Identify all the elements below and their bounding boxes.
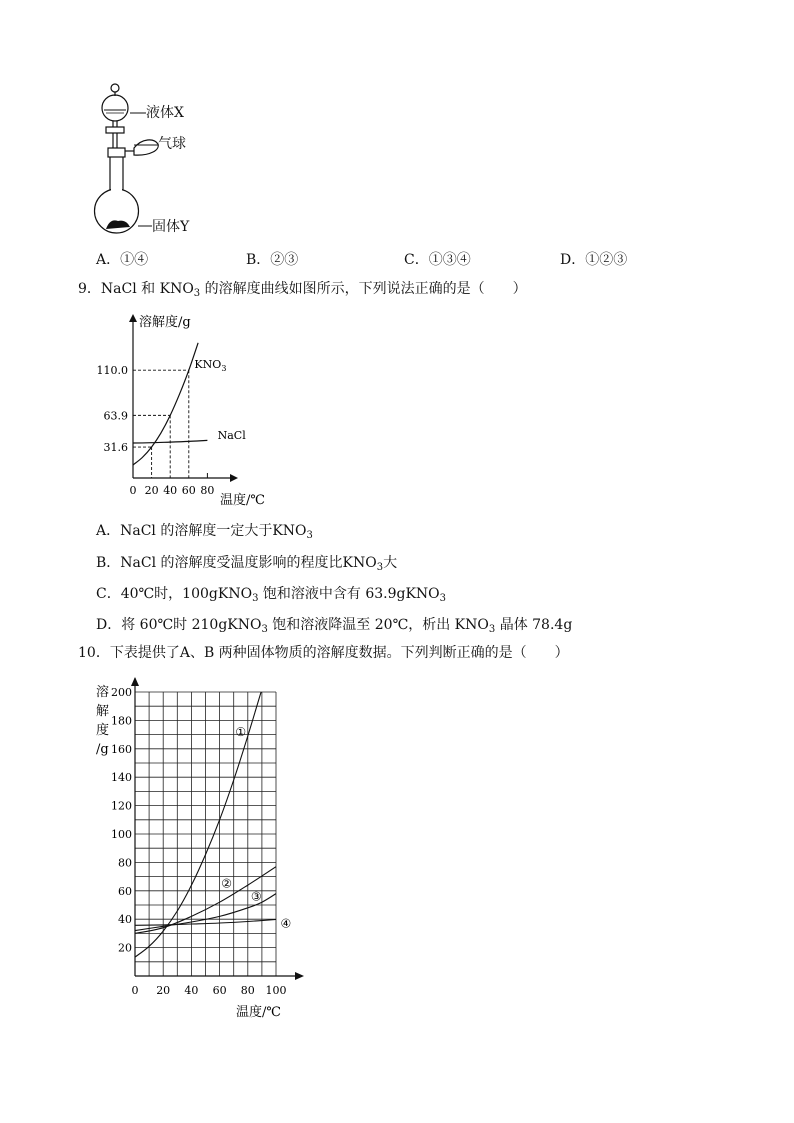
- x-tick-label: 20: [144, 484, 159, 497]
- y-tick-label: 200: [111, 686, 132, 699]
- series-label-kno3-sub: 3: [221, 364, 227, 374]
- q10-stem: 10．下表提供了A、B 两种固体物质的溶解度数据。下列判断正确的是（ ）: [78, 645, 569, 661]
- series-label-1: ①: [235, 724, 247, 739]
- q9-option-b[interactable]: B．NaCl 的溶解度受温度影响的程度比$KNO_3$大: [96, 555, 398, 573]
- stopcock: [106, 127, 124, 133]
- series-label-2: ②: [221, 876, 233, 891]
- q8-option-d[interactable]: D．①②③: [560, 252, 628, 268]
- series-label-4: ④: [280, 916, 292, 931]
- y-tick-label: 180: [111, 714, 132, 728]
- funnel-bulb: [102, 95, 128, 121]
- y-axis-label: 溶解度/g: [139, 315, 191, 330]
- y-axis-label: 解: [96, 704, 110, 719]
- y-axis-label: 溶: [96, 685, 110, 700]
- solid-y: [106, 220, 130, 229]
- q8-option-b[interactable]: B．②③: [246, 252, 299, 268]
- pointer-lines: [130, 110, 160, 230]
- x-axis-arrow: [295, 972, 304, 980]
- x-tick-label: 60: [212, 984, 227, 997]
- q9-stem: 9．NaCl 和 $KNO_3$ 的溶解度曲线如图所示，下列说法正确的是（ ）: [78, 281, 527, 299]
- x-axis-label: 温度/℃: [236, 1005, 281, 1020]
- label-solid-y: 固体Y: [152, 219, 190, 235]
- y-tick-label: 31.6: [103, 441, 128, 455]
- y-tick-label: 40: [118, 913, 132, 927]
- q9-option-c[interactable]: C．40℃时，100gKNO$_3$ 饱和溶液中含有 63.9gKNO$_3$: [96, 586, 447, 604]
- x-tick-label: 0: [129, 484, 137, 497]
- y-tick-label: 110.0: [96, 364, 128, 378]
- x-tick-label: 40: [163, 484, 178, 497]
- x-tick-label: 80: [200, 484, 215, 497]
- y-tick-label: 20: [118, 941, 132, 955]
- four-curve-solubility-chart: [88, 674, 318, 1024]
- y-tick-label: 120: [111, 799, 132, 813]
- series-label-3: ③: [250, 889, 262, 904]
- y-tick-label: 60: [118, 884, 132, 898]
- y-axis-label: /g: [96, 742, 109, 757]
- nacl-kno3-solubility-chart: [96, 310, 290, 510]
- y-tick-label: 140: [111, 771, 132, 785]
- funnel-stopper: [111, 84, 119, 92]
- y-tick-label: 100: [111, 828, 132, 841]
- x-tick-label: 60: [181, 484, 196, 497]
- x-tick-label: 80: [240, 984, 255, 997]
- q8-option-a[interactable]: A．①④: [96, 252, 149, 268]
- y-tick-label: 80: [118, 856, 132, 870]
- series-label-nacl: NaCl: [217, 428, 246, 442]
- q9-option-a[interactable]: A．NaCl 的溶解度一定大于$KNO_3$: [96, 523, 313, 541]
- y-axis-label: 度: [96, 723, 110, 738]
- y-tick-label: 160: [111, 742, 132, 756]
- label-balloon: 气球: [158, 136, 186, 152]
- x-tick-label: 0: [131, 984, 139, 997]
- x-axis-label: 温度/℃: [220, 493, 265, 508]
- y-axis-arrow: [131, 677, 139, 686]
- series-label-kno3: KNO: [194, 358, 222, 372]
- x-axis-arrow: [230, 474, 238, 482]
- y-axis-arrow: [129, 314, 137, 322]
- y-tick-label: 63.9: [103, 409, 128, 423]
- x-tick-label: 40: [184, 984, 199, 997]
- q8-option-c[interactable]: C．①③④: [404, 252, 471, 268]
- series-kno3-line: [133, 343, 198, 465]
- rubber-stopper: [108, 148, 125, 157]
- x-tick-label: 20: [156, 984, 171, 997]
- label-liquid-x: 液体X: [146, 105, 184, 121]
- q9-option-d[interactable]: D．将 60℃时 210gKNO$_3$ 饱和溶液降温至 20℃，析出 $KNO_3$ 晶体 78.4g: [96, 617, 573, 635]
- x-tick-label: 100: [265, 984, 287, 997]
